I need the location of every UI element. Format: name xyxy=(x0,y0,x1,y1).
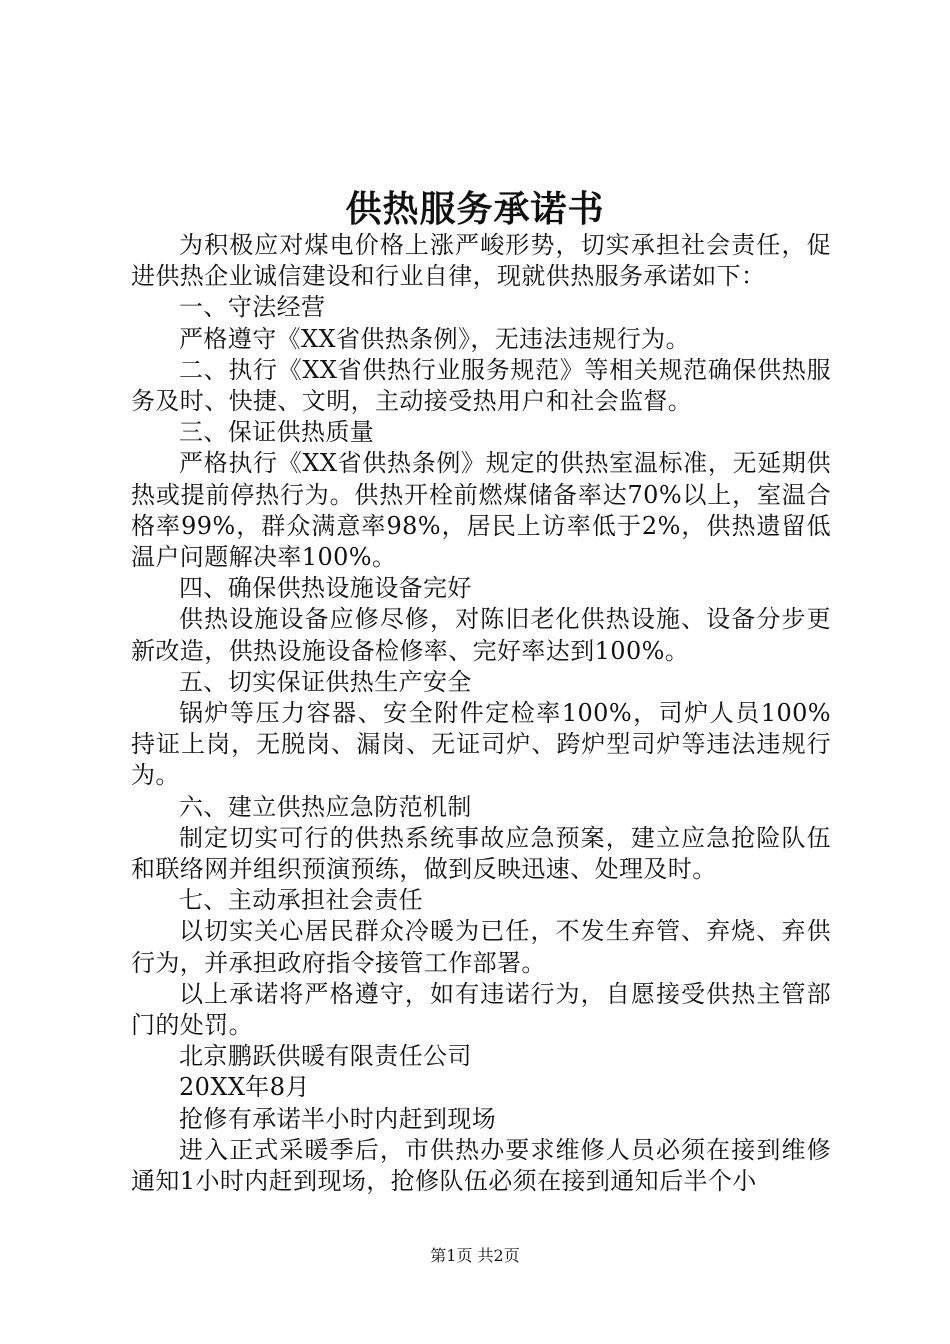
document-body xyxy=(131,230,831,1197)
paragraph: 制定切实可行的供热系统事故应急预案，建立应急抢险队伍和联络网并组织预演预练，做到反映迅速、处理及时。 xyxy=(131,823,831,884)
section-heading: 七、主动承担社会责任 xyxy=(179,886,423,915)
document-title: 供热服务承诺书 xyxy=(345,188,605,230)
section-heading: 五、切实保证供热生产安全 xyxy=(179,667,472,696)
paragraph: 以上承诺将严格遵守，如有违诺行为，自愿接受供热主管部门的处罚。 xyxy=(131,979,831,1040)
section-heading: 六、建立供热应急防范机制 xyxy=(179,792,472,821)
section-heading: 一、守法经营 xyxy=(179,293,326,322)
paragraph: 严格执行《XX省供热条例》规定的供热室温标准，无延期供热或提前停热行为。供热开栓前燃煤储备率达70%以上，室温合格率99%，群众满意率98%，居民上访率低于2%，供热遗留低温户问题解决率100%。 xyxy=(131,449,831,572)
paragraph: 为积极应对煤电价格上涨严峻形势，切实承担社会责任，促进供热企业诚信建设和行业自律，现就供热服务承诺如下： xyxy=(131,231,831,291)
section-heading: 二、执行《XX省供热行业服务规范》等相关规范确保供热服务及时、快捷、文明，主动接受热用户和社会监督。 xyxy=(131,355,831,416)
page-footer: 第1页 共2页 xyxy=(430,1246,520,1265)
signature-date: 20XX年8月 xyxy=(179,1073,310,1102)
paragraph: 以切实关心居民群众冷暖为已任，不发生弃管、弃烧、弃供行为，并承担政府指令接管工作部署。 xyxy=(131,917,831,977)
paragraph: 锅炉等压力容器、安全附件定检率100%，司炉人员100%持证上岗，无脱岗、漏岗、无证司炉、跨炉型司炉等违法违规行为。 xyxy=(131,699,831,790)
section-heading: 抢修有承诺半小时内赶到现场 xyxy=(179,1104,497,1133)
paragraph: 严格遵守《XX省供热条例》，无违法违规行为。 xyxy=(179,324,690,353)
signature-company: 北京鹏跃供暖有限责任公司 xyxy=(179,1042,472,1071)
section-heading: 四、确保供热设施设备完好 xyxy=(179,574,472,603)
section-heading: 三、保证供热质量 xyxy=(179,418,375,447)
paragraph: 供热设施设备应修尽修，对陈旧老化供热设施、设备分步更新改造，供热设施设备检修率、完好率达到100%。 xyxy=(131,605,831,665)
paragraph: 进入正式采暖季后，市供热办要求维修人员必须在接到维修通知1小时内赶到现场，抢修队伍必须在接到通知后半个小 xyxy=(131,1135,831,1196)
